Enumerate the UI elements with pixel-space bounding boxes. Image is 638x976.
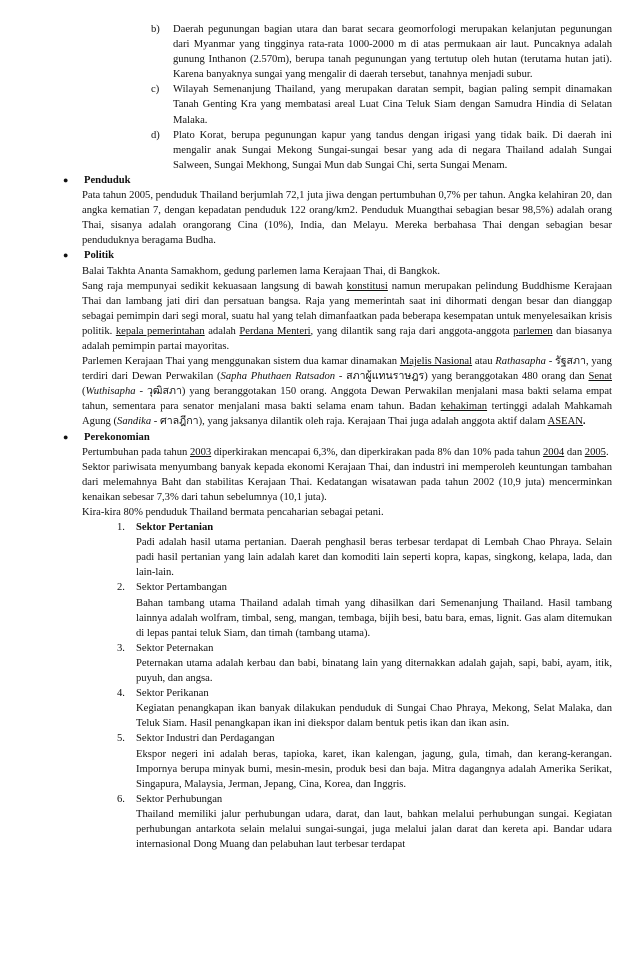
- link-majelis-nasional[interactable]: Majelis Nasional: [399, 356, 473, 368]
- sector-item: 1. Sektor Pertanian Padi adalah hasil utama pertanian. Daerah penghasil beras terbesar terdapat di Lembah Chao Phraya. Selain padi hasil pertanian yang lain adalah karet dan komoditi lain seperti kopra, kapas, singkong, kelapa, lada, dan lain-lain.: [117, 520, 612, 580]
- section-title: Penduduk: [84, 174, 131, 186]
- link-perdana-menteri[interactable]: Perdana Menteri: [239, 325, 311, 337]
- link-asean[interactable]: ASEAN: [547, 416, 583, 428]
- sector-text: Peternakan utama adalah kerbau dan babi, binatang lain yang diternakkan adalah gajah, sapi, babi, ayam, itik, puyuh, dan angsa.: [136, 657, 612, 685]
- sector-text: Kegiatan penangkapan ikan banyak dilakukan penduduk di Sungai Chao Phraya, Mekong, Selat Malaka, dan Teluk Siam. Hasil penangkapan ikan ini diekspor dalam bentuk petis ikan dan ikan asin.: [136, 703, 612, 730]
- link-2003[interactable]: 2003: [189, 446, 212, 458]
- link-senat[interactable]: Senat: [588, 371, 612, 383]
- section-politik: [63, 248, 612, 429]
- list-marker: d): [151, 129, 160, 141]
- link-konstitusi[interactable]: konstitusi: [346, 280, 388, 292]
- link-parlemen[interactable]: parlemen: [513, 325, 553, 337]
- link-kepala-pemerintahan[interactable]: kepala pemerintahan: [115, 325, 205, 337]
- sector-title: Sektor Pertambangan: [136, 582, 227, 594]
- section-heading: [61, 173, 612, 188]
- sector-title: Sektor Peternakan: [136, 642, 214, 654]
- paragraph: Kira-kira 80% penduduk Thailand bermata pencaharian sebagai petani.: [82, 507, 384, 518]
- sector-text: Ekspor negeri ini adalah beras, tapioka, karet, ikan kalengan, jagung, gula, timah, dan kerang-kerangan. Impornya berupa minyak bumi, mesin-mesin, produk besi dan baja. Mitra dagangnya adalah Amerika Serikat, Singapura, Malaysia, Jerman, Jepang, Cina, Korea, dan Inggris.: [136, 748, 612, 790]
- bullet-icon: ●: [63, 431, 69, 442]
- sector-title: Sektor Industri dan Perdagangan: [136, 733, 275, 745]
- bullet-icon: ●: [63, 250, 69, 261]
- section-heading: [61, 430, 612, 445]
- section-title: Politik: [84, 250, 115, 262]
- paragraph: Sang raja mempunyai sedikit kekuasaan langsung di bawah konstitusi namun merupakan pelindung Buddhisme Kerajaan Thai dan lambang jati diri dan persatuan bangsa. Raja yang memerintah saat ini dihormati dengan besar dan dianggap sebagai pemimpin dari segi moral, suatu hal yang telah dimanfaatkan pada beberapa kesempatan untuk menyelesaikan krisis politik. kepala pemerintahan adalah Perdana Menteri, yang dilantik sang raja dari anggota-anggota parlemen dan biasanya adalah pemimpin partai mayoritas.: [82, 280, 612, 352]
- list-text: Plato Korat, berupa pegunungan kapur yang tandus dengan irigasi yang tidak baik. Di daerah ini mengalir anak Sungai Mekong Sungai-sungai besar yang ada di negara Thailand adalah Sungai Salween, Sungai Mekhong, Sungai Mun dab Sungai Chi, serta Sungai Menam.: [173, 129, 612, 171]
- sector-item: 5. Sektor Industri dan Perdagangan Ekspor negeri ini adalah beras, tapioka, karet, ikan kalengan, jagung, gula, timah, dan kerang-kerangan. Impornya berupa minyak bumi, mesin-mesin, produk besi dan baja. Mitra dagangnya adalah Amerika Serikat, Singapura, Malaysia, Jerman, Jepang, Cina, Korea, dan Inggris.: [117, 731, 612, 791]
- section-title: Perekonomian: [84, 431, 150, 443]
- sector-item: 6. Sektor Perhubungan Thailand memiliki jalur perhubungan udara, darat, dan laut, bahkan melalui perhubungan sungai. Kegiatan perhubungan antarkota selain melalui sungai-sungai, juga melalui jalan darat dan kereta api. Bandar udara internasional Dong Muang dan pelabuhan laut terbesar terdapat: [117, 792, 612, 852]
- sector-title: Sektor Perhubungan: [136, 793, 223, 805]
- link-kehakiman[interactable]: kehakiman: [440, 401, 488, 413]
- sector-text: Padi adalah hasil utama pertanian. Daerah penghasil beras terbesar terdapat di Lembah Chao Phraya. Selain padi hasil pertanian yang lain adalah karet dan komoditi lain seperti kopra, kapas, singkong, kelapa, lada, dan lain-lain.: [136, 537, 612, 579]
- list-text: Daerah pegunungan bagian utara dan barat secara geomorfologi merupakan kelanjutan pegunungan dari Myanmar yang tingginya rata-rata 1000-2000 m di atas permukaan air laut. Puncaknya adalah gunung Inthanon (2.570m), berupa tanah pegunungan yang tertutup oleh hutan (terutama hutan jati). Karena banyaknya sungai yang mengalir di daerah tersebut, tanahnya menjadi subur.: [173, 24, 612, 81]
- sector-title: Sektor Pertanian: [136, 522, 214, 534]
- list-marker: b): [151, 24, 160, 35]
- list-item: [151, 22, 612, 82]
- paragraph: Balai Takhta Ananta Samakhom, gedung parlemen lama Kerajaan Thai, di Bangkok.: [82, 265, 441, 277]
- sector-text: Thailand memiliki jalur perhubungan udara, darat, dan laut, bahkan melalui perhubungan sungai. Kegiatan perhubungan antarkota selain melalui sungai-sungai, juga melalui jalan darat dan kereta api. Bandar udara internasional Dong Muang dan pelabuhan laut terbesar terdapat: [136, 808, 612, 851]
- sector-item: 4. Sektor Perikanan Kegiatan penangkapan ikan banyak dilakukan penduduk di Sungai Chao Phraya, Mekong, Selat Malaka, dan Teluk Siam. Hasil penangkapan ikan ini diekspor dalam bentuk petis ikan dan ikan asin.: [117, 686, 612, 731]
- paragraph: Pertumbuhan pada tahun 2003 diperkirakan mencapai 6,3%, dan diperkirakan pada 8% dan 10% pada tahun 2004 dan 2005.: [82, 446, 609, 458]
- bullet-icon: ●: [63, 174, 69, 185]
- section-perekonomian: [63, 430, 612, 521]
- sector-item: 2. Sektor Pertambangan Bahan tambang utama Thailand adalah timah yang dihasilkan dari Semenanjung Thailand. Hasil tambang lainnya adalah wolfram, timbal, seng, mangan, tembaga, bijih besi, batu bara, emas, lignit. Gas alam ditemukan di lepas pantai teluk Siam, dan timah (tambang utama).: [117, 580, 612, 640]
- paragraph: Sektor pariwisata menyumbang banyak kepada ekonomi Kerajaan Thai, dan industri ini memperoleh keuntungan tambahan dari melemahnya Baht dan stabilitas Kerajaan Thai. Kedatangan wisatawan pada tahun 2002 (10,9 juta) mencerminkan kenaikan sebesar 7,3% dari tahun sebelumnya (10,1 juta).: [82, 461, 612, 503]
- list-item: [151, 82, 612, 127]
- link-2004[interactable]: 2004: [542, 446, 565, 458]
- list-marker: c): [151, 84, 160, 96]
- section-penduduk: [63, 173, 612, 248]
- sector-item: 3. Sektor Peternakan Peternakan utama adalah kerbau dan babi, binatang lain yang diternakkan adalah gajah, sapi, babi, ayam, itik, puyuh, dan angsa.: [117, 641, 612, 686]
- paragraph: Parlemen Kerajaan Thai yang menggunakan sistem dua kamar dinamakan Majelis Nasional atau Rathasapha - รัฐสภา, yang terdiri dari Dewan Perwakilan (Sapha Phuthaen Ratsadon - สภาผู้แทนราษฎร) yang beranggotakan 480 orang dan Senat (Wuthisapha - วุฒิสภา) yang beranggotakan 150 orang. Anggota Dewan Perwakilan menjalani masa bakti selama empat tahun, sementara para senator menjalani masa bakti selama enam tahun. Badan kehakiman tertinggi adalah Mahkamah Agung (Sandika - ศาลฎีกา), yang jaksanya dilantik oleh raja. Kerajaan Thai juga adalah anggota aktif dalam ASEAN.: [82, 356, 612, 428]
- list-text: Wilayah Semenanjung Thailand, yang merupakan daratan sempit, bagian paling sempit dinamakan Tanah Genting Kra yang membatasi areal Luat Cina Teluk Siam dengan Samudra Hindia di Selatan Malaka.: [173, 84, 612, 126]
- section-heading: [61, 248, 612, 263]
- sector-title: Sektor Perikanan: [136, 688, 209, 700]
- sector-text: Bahan tambang utama Thailand adalah timah yang dihasilkan dari Semenanjung Thailand. Hasil tambang lainnya adalah wolfram, timbal, seng, mangan, tembaga, bijih besi, batu bara, emas, lignit. Gas alam ditemukan di lepas pantai teluk Siam, dan timah (tambang utama).: [136, 597, 612, 639]
- link-2005[interactable]: 2005: [584, 446, 606, 458]
- list-item: [151, 128, 612, 173]
- paragraph: Pata tahun 2005, penduduk Thailand berjumlah 72,1 juta jiwa dengan pertumbuhan 0,7% per tahun. Angka kelahiran 20, dan angka kematian 7, dengan kepadatan penduduk 122 orang/km2. Penduduk Muangthai sebagian besar 98,5%) adalah orang Thai, sisanya adalah orangorang Cina (10%), India, dan Melayu. Mereka berbahasa Thai dengan sebagian besar penduduknya beragama Budha.: [82, 190, 612, 247]
